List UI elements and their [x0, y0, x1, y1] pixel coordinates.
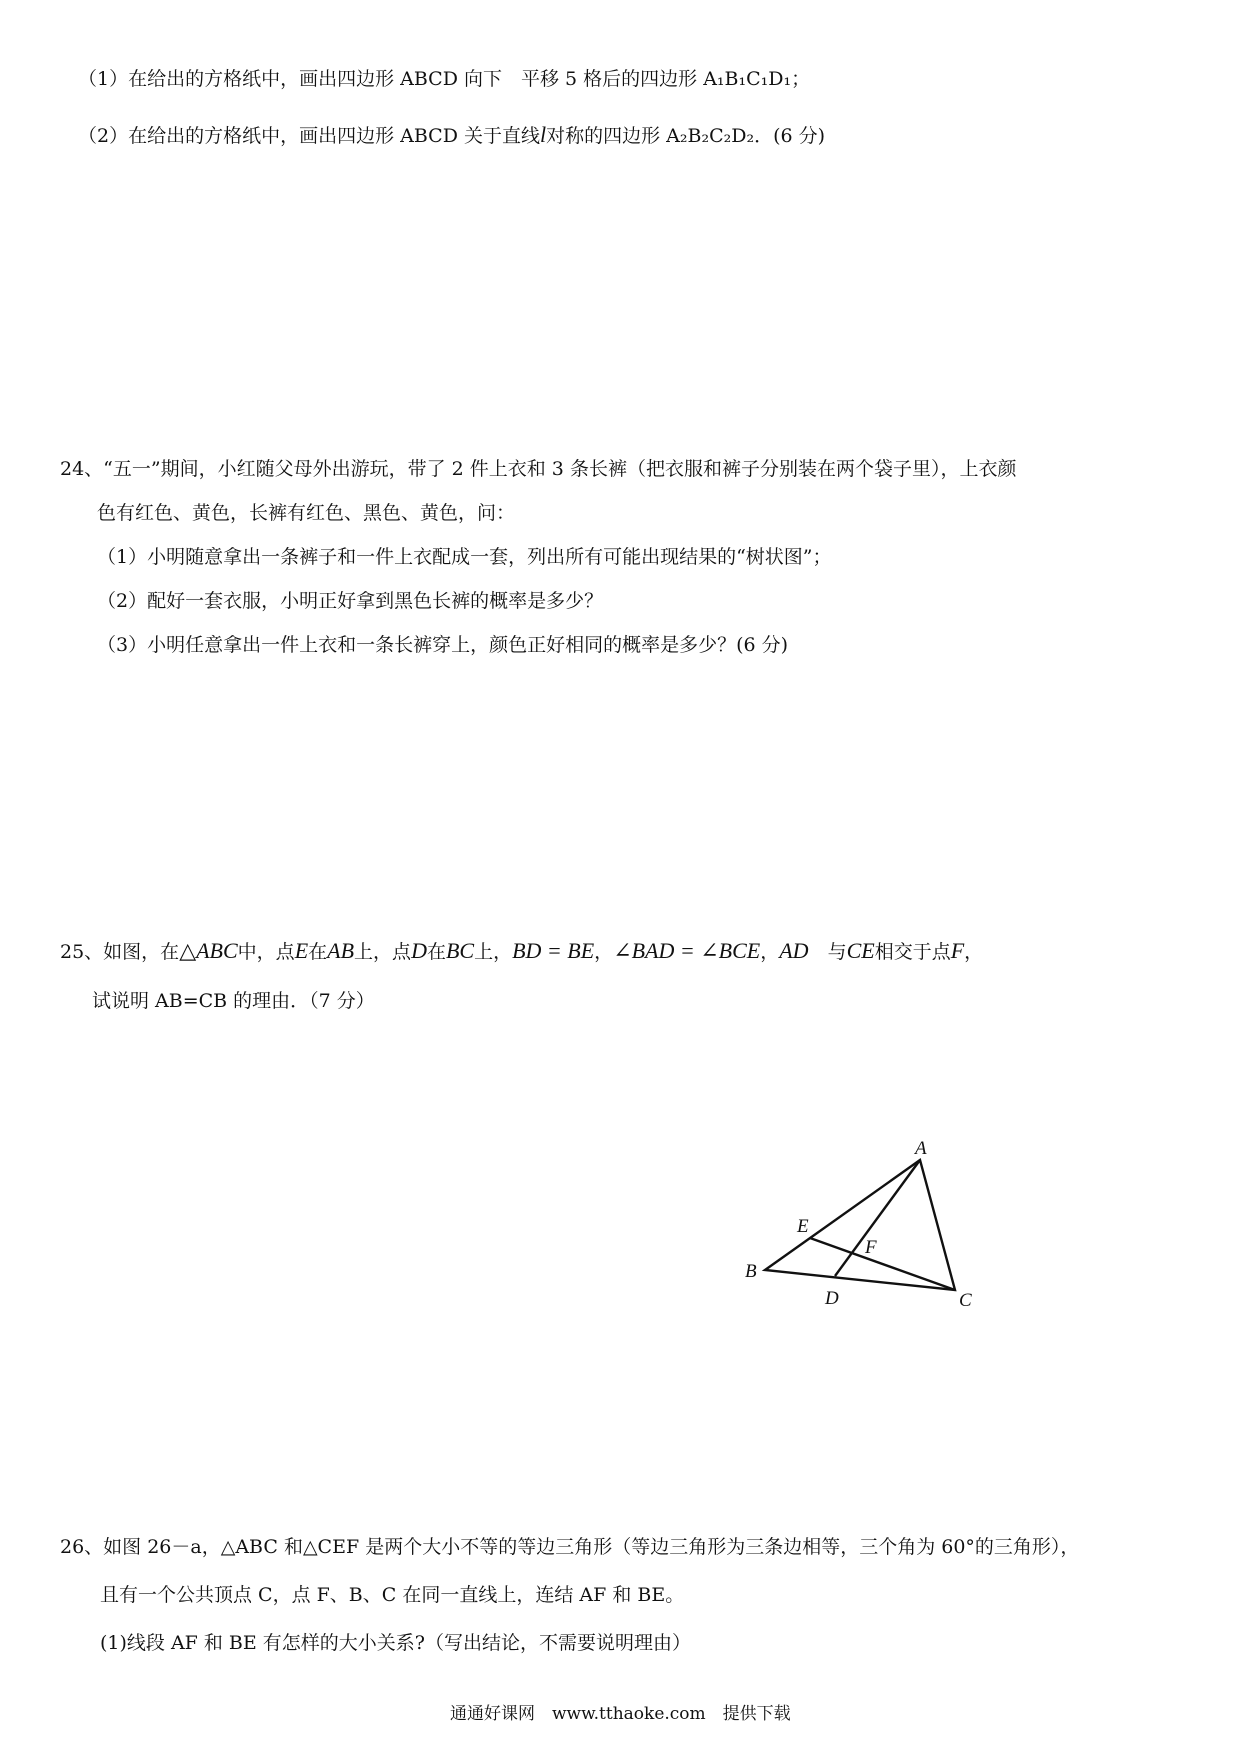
q25-segment-ce: CE	[846, 938, 875, 963]
triangle-abc	[765, 1160, 955, 1290]
q25-point-e: E	[294, 938, 309, 963]
q25-comma-2: ，	[760, 941, 780, 963]
q25-text-2: 中，点	[237, 941, 295, 963]
q24-sub2: （2）配好一套衣服，小明正好拿到黑色长裤的概率是多少？	[97, 590, 604, 612]
q25-segment-ad: AD	[779, 938, 809, 963]
label-e: E	[797, 1216, 809, 1237]
q23-part2-end: 对称的四边形 A₂B₂C₂D₂．(6 分)	[546, 125, 826, 147]
q25-point-f: F	[950, 938, 965, 963]
q25-text-8: 相交于点	[874, 941, 951, 963]
label-a: A	[915, 1140, 927, 1159]
q26-line2: 且有一个公共顶点 C，点 F、B、C 在同一直线上，连结 AF 和 BE。	[100, 1584, 685, 1606]
q23-part1-text: （1）在给出的方格纸中，画出四边形 ABCD 向下 平移 5 格后的四边形	[78, 68, 704, 90]
q23-part2	[78, 122, 825, 148]
triangle-figure	[735, 1140, 995, 1315]
q25-segment-bc: BC	[445, 938, 475, 963]
page-footer: 通通好课网 www.tthaoke.com 提供下载	[450, 1704, 791, 1724]
segment-ad	[835, 1160, 920, 1276]
q25-line1	[60, 938, 983, 964]
label-d: D	[825, 1288, 839, 1309]
q25-text-4: 上，点	[354, 941, 412, 963]
q23-part1	[78, 68, 810, 91]
q26-sub1: (1)线段 AF 和 BE 有怎样的大小关系?（写出结论，不需要说明理由）	[100, 1632, 691, 1654]
q24-line1: 24、“五一”期间，小红随父母外出游玩，带了 2 件上衣和 3 条长裤（把衣服和裤子分别装在两个袋子里），上衣颜	[60, 458, 1017, 480]
q24-line2: 色有红色、黄色，长裤有红色、黑色、黄色，问：	[97, 502, 516, 524]
label-f: F	[865, 1237, 877, 1258]
q26-line1: 26、如图 26－a，△ABC 和△CEF 是两个大小不等的等边三角形（等边三角形为三条边相等，三个角为 60°的三角形），	[60, 1536, 1080, 1558]
q24-sub3: （3）小明任意拿出一件上衣和一条长裤穿上，颜色正好相同的概率是多少？(6 分)	[97, 634, 789, 656]
q25-equation-2: ∠BAD = ∠BCE	[613, 938, 761, 963]
q25-comma-1: ，	[594, 941, 614, 963]
q25-segment-ab: AB	[327, 938, 355, 963]
q25-text-3: 在	[308, 941, 328, 963]
q23-line-l: l	[539, 122, 547, 147]
q25-text-5: 在	[426, 941, 446, 963]
q25-text-7: 与	[808, 941, 847, 963]
label-b: B	[745, 1261, 757, 1282]
q25-text-6: 上，	[474, 941, 513, 963]
q25-point-d: D	[411, 938, 427, 963]
q24-sub1: （1）小明随意拿出一条裤子和一件上衣配成一套，列出所有可能出现结果的“树状图”；	[97, 546, 832, 568]
q23-part2-text: （2）在给出的方格纸中，画出四边形 ABCD 关于直线	[78, 125, 540, 147]
q25-line2: 试说明 AB=CB 的理由．（7 分）	[92, 990, 375, 1012]
q25-equation-1: BD = BE	[512, 938, 595, 963]
q25-comma-3: ，	[964, 941, 984, 963]
q25-text-1: 25、如图，在	[60, 941, 180, 963]
label-c: C	[959, 1290, 972, 1311]
q23-part1-shape: A₁B₁C₁D₁；	[703, 68, 811, 90]
q25-triangle: △ABC	[179, 938, 238, 963]
